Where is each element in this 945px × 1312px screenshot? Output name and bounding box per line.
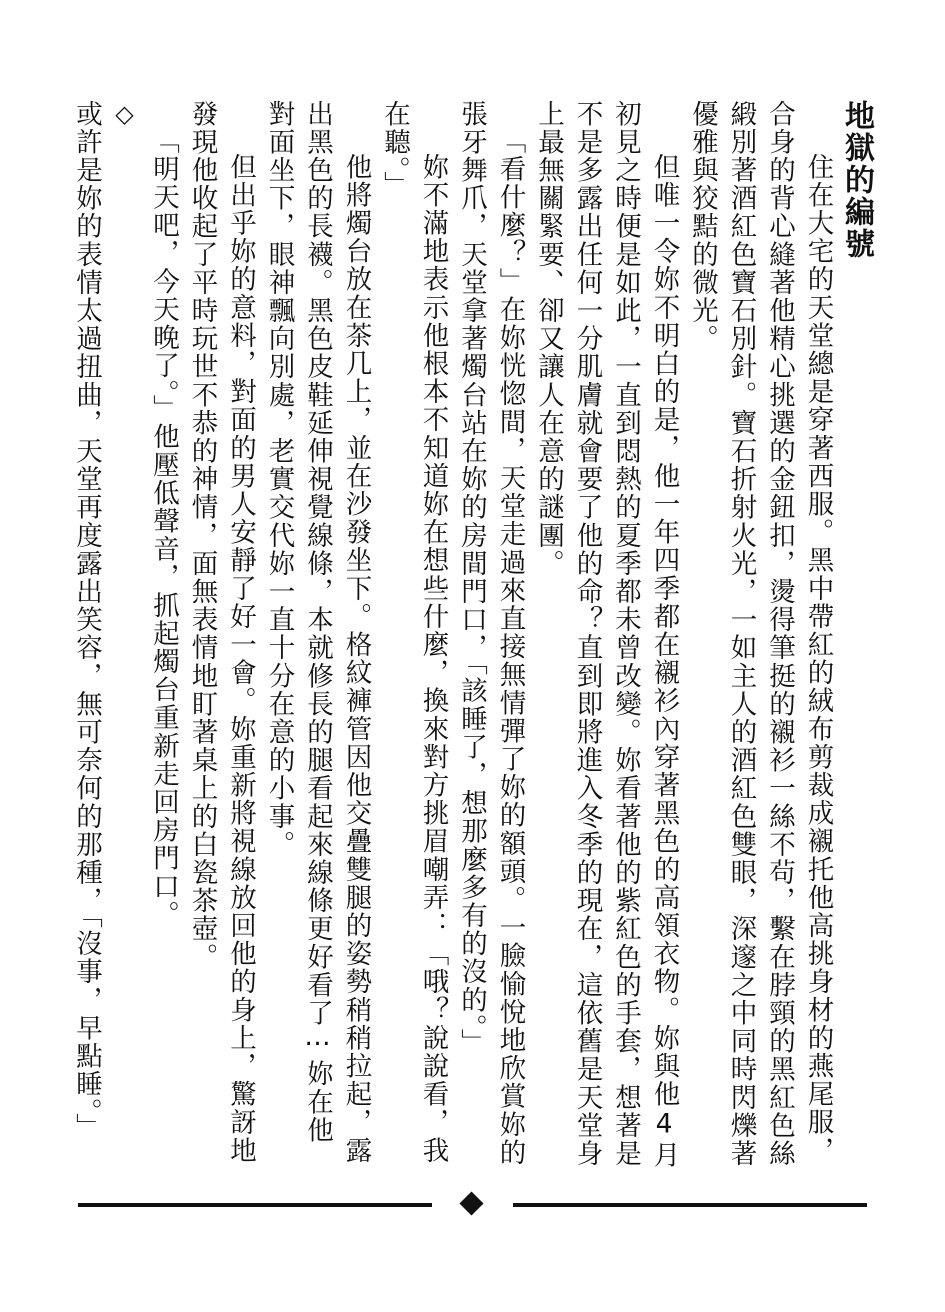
paragraph-4: 妳不滿地表示他根本不知道妳在想些什麼，換來對方挑眉嘲弄：「哦？說說看，我在聽。」 [379,100,449,1165]
paragraph-2: 但唯一令妳不明白的是，他一年四季都在襯衫內穿著黑色的高領衣物。妳與他4月初見之時便是如此，一直到悶熱的夏季都未曾改變。妳看著他的紫紅色的手套，想著是不是多露出任何一分肌膚就會要了他的命？直到即將進入冬季的現在，這依舊是天堂身上最無關緊要、卻又讓人在意的謎團。 [533,100,680,1170]
paragraph-3: 「看什麼？」在妳恍惚間，天堂走過來直接無情彈了妳的額頭。一臉愉悅地欣賞妳的張牙舞爪，天堂拿著燭台站在妳的房間門口，「該睡了，想那麼多有的沒的。」 [456,100,526,1167]
paragraph-8: 或許是妳的表情太過扭曲，天堂再度露出笑容，無可奈何的那種，「沒事，早點睡。」 [71,100,102,1142]
vertical-text-block [55,100,875,1170]
footer-rule-left [78,1203,432,1207]
footer-rule-right [513,1203,867,1207]
section-break-mark: ◇ [110,100,139,130]
paragraph-1: 住在大宅的天堂總是穿著西服。黑中帶紅的絨布剪裁成襯托他高挑身材的燕尾服，合身的背心縫著他精心挑選的金鈕扣，燙得筆挺的襯衫一絲不茍，繫在脖頸的黑紅色絲緞別著酒紅色寶石別針。寶石折射火光，一如主人的酒紅色雙眼，深邃之中同時閃爍著優雅與狡黠的微光。 [687,100,834,1168]
chapter-title: 地獄的編號 [839,100,874,260]
paragraph-5: 他將燭台放在茶几上，並在沙發坐下。格紋褲管因他交疊雙腿的姿勢稍稍拉起，露出黑色的長襪。黑色皮鞋延伸視覺線條，本就修長的腿看起來線條更好看了⋯妳在他對面坐下，眼神飄向別處，老實交代妳一直十分在意的小事。 [263,100,372,1165]
paragraph-7: 「明天吧，今天晚了。」他壓低聲音，抓起燭台重新走回房門口。 [148,126,179,929]
paragraph-6: 但出乎妳的意料，對面的男人安靜了好一會。妳重新將視線放回他的身上，驚訝地發現他收起了平時玩世不恭的神情，面無表情地盯著桌上的白瓷茶壺。 [186,100,256,1165]
diamond-icon [459,1191,483,1215]
